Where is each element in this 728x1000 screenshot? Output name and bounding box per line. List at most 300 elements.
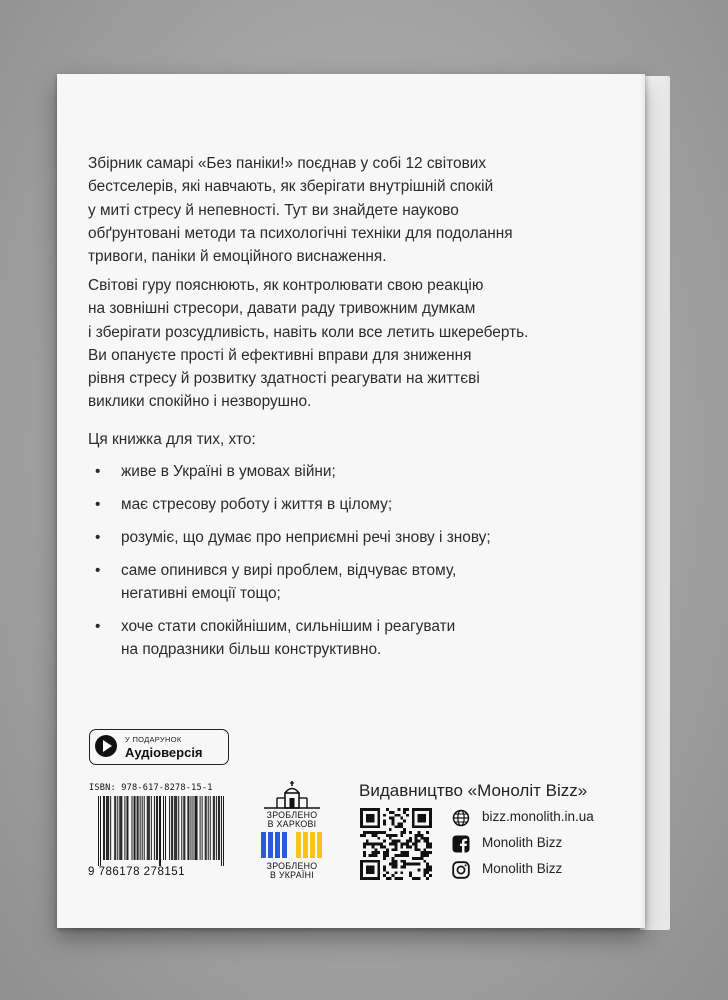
barcode-bar	[138, 796, 139, 860]
bullet-dot: •	[95, 496, 101, 513]
barcode-bar	[193, 796, 194, 860]
audio-badge-caption: У ПОДАРУНОК	[125, 735, 182, 744]
qr-module	[400, 817, 403, 820]
text-line: Збірник самарі «Без паніки!» поєднав у собі 12 світових	[88, 155, 487, 172]
qr-module	[426, 840, 429, 843]
qr-module	[372, 831, 375, 834]
qr-module	[392, 817, 395, 820]
qr-module	[386, 834, 389, 837]
barcode-bar	[114, 796, 115, 860]
isbn-barcode	[98, 796, 224, 866]
ukraine-flag-stripes-icon	[259, 832, 325, 860]
qr-module	[392, 860, 395, 863]
barcode-bar	[202, 796, 203, 860]
qr-module	[426, 837, 429, 840]
text-line: бестселерів, які навчають, як зберігати внутрішній спокій	[88, 178, 494, 196]
qr-module	[406, 840, 409, 843]
barcode-bar	[103, 796, 104, 860]
list-item-text: живе в Україні в умовах війни;	[121, 463, 336, 480]
qr-module	[418, 857, 421, 860]
qr-module	[423, 840, 426, 843]
ukraine-label-line1: ЗРОБЛЕНО	[266, 861, 318, 871]
qr-module	[423, 871, 426, 874]
qr-module	[409, 840, 412, 843]
qr-module	[395, 845, 398, 848]
qr-module	[369, 854, 372, 857]
barcode-bar	[190, 796, 191, 860]
qr-module	[409, 845, 412, 848]
text-line: і зберігати розсудливість, навіть коли все летить шкереберть.	[88, 323, 529, 341]
qr-module	[392, 843, 395, 846]
qr-module	[400, 860, 403, 863]
qr-module	[426, 854, 429, 857]
instagram-icon	[452, 861, 470, 879]
qr-module	[412, 843, 415, 846]
qr-code	[359, 808, 433, 880]
qr-module	[395, 866, 398, 869]
barcode-bar	[188, 796, 189, 860]
barcode-bar	[206, 796, 207, 860]
qr-module	[392, 834, 395, 837]
qr-module	[397, 840, 400, 843]
qr-module	[397, 854, 400, 857]
list-item-text: на подразники більш конструктивно.	[121, 641, 382, 659]
qr-module	[395, 843, 398, 846]
barcode-bar	[216, 796, 217, 860]
barcode-bar	[159, 796, 160, 866]
barcode-bar	[98, 796, 99, 866]
qr-module	[403, 863, 406, 866]
qr-module	[429, 851, 432, 854]
barcode-bar	[126, 796, 127, 860]
qr-module	[406, 843, 409, 846]
qr-module	[392, 848, 395, 851]
barcode-bar	[208, 796, 209, 860]
instagram-text: Monolith Bizz	[482, 861, 563, 876]
qr-module	[395, 871, 398, 874]
qr-module	[386, 877, 389, 880]
qr-module	[392, 840, 395, 843]
qr-module	[403, 808, 406, 811]
qr-module	[400, 831, 403, 834]
ukraine-label-line2: В УКРАЇНІ	[269, 870, 315, 880]
qr-module	[403, 866, 406, 869]
qr-module	[374, 851, 377, 854]
play-icon	[95, 735, 117, 757]
qr-module	[406, 863, 409, 866]
qr-finder-module	[418, 814, 427, 823]
barcode-bar	[135, 796, 136, 860]
qr-module	[415, 863, 418, 866]
qr-module	[406, 851, 409, 854]
qr-module	[418, 840, 421, 843]
qr-module	[363, 851, 366, 854]
qr-module	[397, 808, 400, 811]
qr-module	[383, 814, 386, 817]
qr-module	[418, 848, 421, 851]
facebook-text: Monolith Bizz	[482, 835, 563, 850]
qr-module	[423, 874, 426, 877]
qr-module	[400, 845, 403, 848]
qr-module	[403, 828, 406, 831]
qr-module	[389, 811, 392, 814]
qr-module	[426, 831, 429, 834]
qr-module	[383, 851, 386, 854]
barcode-bar	[184, 796, 185, 860]
qr-module	[395, 834, 398, 837]
qr-module	[418, 863, 421, 866]
qr-module	[415, 848, 418, 851]
barcode-bar	[157, 796, 158, 860]
barcode-bar	[196, 796, 197, 860]
description-paragraph-1	[88, 152, 608, 268]
barcode-bar	[223, 796, 224, 866]
qr-module	[377, 831, 380, 834]
qr-module	[423, 868, 426, 871]
qr-module	[395, 840, 398, 843]
qr-module	[389, 837, 392, 840]
qr-module	[426, 871, 429, 874]
qr-module	[397, 877, 400, 880]
qr-module	[423, 854, 426, 857]
qr-module	[415, 877, 418, 880]
qr-module	[400, 843, 403, 846]
globe-icon	[452, 809, 470, 827]
qr-module	[395, 825, 398, 828]
list-item-text: розуміє, що думає про неприємні речі знову і знову;	[121, 529, 491, 546]
qr-module	[374, 843, 377, 846]
qr-module	[383, 845, 386, 848]
kharkiv-label-line1: ЗРОБЛЕНО	[266, 810, 318, 820]
qr-module	[418, 868, 421, 871]
qr-module	[383, 820, 386, 823]
qr-module	[429, 845, 432, 848]
qr-module	[397, 822, 400, 825]
qr-module	[429, 843, 432, 846]
bullet-dot: •	[95, 618, 101, 635]
qr-module	[403, 860, 406, 863]
barcode-bar	[151, 796, 152, 860]
qr-module	[383, 822, 386, 825]
text-line: виклики спокійно і незворушно.	[88, 393, 312, 411]
barcode-bar	[124, 796, 125, 860]
kharkiv-building-icon	[259, 780, 325, 810]
bullet-dot: •	[95, 562, 101, 579]
barcode-bar	[149, 796, 150, 860]
barcode-bar	[132, 796, 133, 860]
barcode-bar	[147, 796, 148, 860]
qr-module	[426, 851, 429, 854]
qr-module	[400, 851, 403, 854]
audio-badge-title: Аудіоверсія	[125, 745, 203, 760]
barcode-bar	[210, 796, 211, 860]
made-in-kharkiv-mark	[259, 780, 325, 830]
barcode-bar	[144, 796, 145, 860]
qr-module	[426, 866, 429, 869]
qr-module	[383, 831, 386, 834]
barcode-bar	[154, 796, 155, 860]
qr-module	[397, 814, 400, 817]
barcode-bar	[120, 796, 121, 860]
qr-finder-module	[366, 814, 375, 823]
qr-module	[392, 863, 395, 866]
barcode-bar	[106, 796, 107, 860]
barcode-bar	[108, 796, 109, 860]
qr-module	[423, 851, 426, 854]
barcode-bar	[148, 796, 149, 860]
qr-module	[400, 854, 403, 857]
qr-module	[372, 834, 375, 837]
qr-module	[423, 837, 426, 840]
text-line: рівня стресу й розвитку здатності реагувати на життєві	[88, 370, 480, 388]
barcode-bar	[195, 796, 196, 860]
qr-module	[409, 837, 412, 840]
qr-module	[403, 854, 406, 857]
qr-module	[377, 851, 380, 854]
barcode-bar	[104, 796, 105, 860]
qr-module	[383, 857, 386, 860]
qr-module	[392, 857, 395, 860]
qr-module	[403, 851, 406, 854]
qr-module	[420, 837, 423, 840]
qr-module	[426, 863, 429, 866]
barcode-bar	[175, 796, 176, 860]
qr-module	[389, 843, 392, 846]
text-line: обґрунтовані методи та психологічні техніки для подолання	[88, 224, 513, 242]
qr-module	[374, 831, 377, 834]
qr-module	[406, 808, 409, 811]
qr-module	[369, 831, 372, 834]
qr-module	[386, 851, 389, 854]
qr-module	[392, 874, 395, 877]
qr-module	[374, 834, 377, 837]
barcode-bar	[169, 796, 170, 860]
qr-module	[406, 814, 409, 817]
list-item-text: саме опинився у вирі проблем, відчуває втому,	[121, 562, 457, 579]
qr-module	[420, 857, 423, 860]
qr-module	[397, 825, 400, 828]
qr-module	[366, 831, 369, 834]
barcode-bar	[178, 796, 179, 860]
qr-module	[426, 868, 429, 871]
bullet-dot: •	[95, 463, 101, 480]
barcode-bar	[176, 796, 177, 860]
barcode-bar	[183, 796, 184, 860]
qr-module	[366, 840, 369, 843]
qr-module	[366, 843, 369, 846]
qr-module	[412, 863, 415, 866]
barcode-bar	[218, 796, 219, 860]
qr-finder-module	[366, 866, 375, 875]
barcode-bar	[140, 796, 141, 860]
qr-module	[389, 834, 392, 837]
qr-module	[389, 863, 392, 866]
bullet-dot: •	[95, 529, 101, 546]
qr-module	[363, 843, 366, 846]
barcode-bar	[172, 796, 173, 860]
text-line: у миті стресу й непевності. Тут ви знайдете науково	[88, 201, 459, 219]
qr-module	[395, 854, 398, 857]
barcode-bar	[160, 796, 161, 866]
isbn-label: ISBN: 978-617-8278-15-1	[89, 783, 213, 793]
qr-module	[426, 845, 429, 848]
qr-module	[420, 834, 423, 837]
barcode-bar	[165, 796, 166, 860]
qr-module	[380, 831, 383, 834]
qr-module	[418, 831, 421, 834]
barcode-bar	[107, 796, 108, 860]
qr-module	[380, 845, 383, 848]
qr-module	[400, 871, 403, 874]
barcode-bar	[205, 796, 206, 860]
barcode-bar	[171, 796, 172, 860]
qr-module	[383, 840, 386, 843]
qr-module	[386, 808, 389, 811]
qr-module	[415, 857, 418, 860]
barcode-bar	[142, 796, 143, 860]
barcode-bar	[221, 796, 222, 866]
barcode-bar	[214, 796, 215, 860]
qr-module	[426, 843, 429, 846]
qr-module	[415, 845, 418, 848]
qr-module	[406, 845, 409, 848]
qr-module	[400, 822, 403, 825]
barcode-bar	[181, 796, 182, 860]
text-line: Ви опануєте прості й ефективні вправи для зниження	[88, 346, 472, 364]
qr-module	[383, 874, 386, 877]
qr-module	[377, 843, 380, 846]
qr-module	[423, 860, 426, 863]
qr-module	[400, 877, 403, 880]
barcode-bar	[200, 796, 201, 860]
qr-module	[400, 825, 403, 828]
qr-module	[383, 868, 386, 871]
qr-module	[386, 848, 389, 851]
qr-module	[412, 857, 415, 860]
barcode-digits: 9 786178 278151	[88, 866, 186, 878]
qr-module	[415, 837, 418, 840]
qr-module	[409, 871, 412, 874]
qr-module	[395, 814, 398, 817]
audio-version-badge	[89, 729, 229, 765]
publisher-name: Видавництво «Моноліт Bizz»	[359, 781, 588, 800]
qr-module	[406, 854, 409, 857]
barcode-bar	[110, 796, 111, 860]
description-paragraph-2	[88, 274, 608, 414]
qr-module	[400, 834, 403, 837]
qr-module	[389, 817, 392, 820]
qr-module	[418, 834, 421, 837]
barcode-bar	[219, 796, 220, 860]
qr-module	[363, 845, 366, 848]
made-in-ukraine-mark	[259, 832, 325, 882]
qr-module	[383, 854, 386, 857]
qr-module	[418, 877, 421, 880]
kharkiv-label-line2: В ХАРКОВІ	[267, 819, 317, 829]
qr-module	[374, 848, 377, 851]
barcode-bar	[115, 796, 116, 860]
qr-module	[409, 831, 412, 834]
barcode-bar	[187, 796, 188, 860]
qr-module	[395, 860, 398, 863]
barcode-bar	[156, 796, 157, 860]
qr-module	[372, 854, 375, 857]
qr-module	[380, 843, 383, 846]
qr-module	[372, 851, 375, 854]
barcode-bar	[174, 796, 175, 860]
qr-module	[395, 877, 398, 880]
book-back-cover	[57, 74, 645, 928]
barcode-bar	[119, 796, 120, 860]
qr-module	[377, 837, 380, 840]
qr-module	[403, 831, 406, 834]
qr-module	[389, 877, 392, 880]
qr-module	[420, 854, 423, 857]
barcode-bar	[137, 796, 138, 860]
barcode-bar	[100, 796, 101, 866]
text-line: тривоги, паніки й емоційного виснаження.	[88, 248, 387, 266]
list-item-text: має стресову роботу і життя в цілому;	[121, 496, 393, 513]
qr-module	[403, 843, 406, 846]
barcode-bar	[213, 796, 214, 860]
list-item-text: хоче стати спокійнішим, сильнішим і реагувати	[121, 618, 456, 635]
text-line: Ця книжка для тих, хто:	[88, 431, 256, 448]
qr-module	[374, 854, 377, 857]
qr-module	[369, 843, 372, 846]
qr-module	[409, 874, 412, 877]
qr-module	[429, 874, 432, 877]
qr-module	[363, 834, 366, 837]
qr-module	[423, 848, 426, 851]
barcode-bar	[117, 796, 118, 860]
website-text: bizz.monolith.in.ua	[482, 809, 594, 824]
qr-module	[429, 868, 432, 871]
qr-module	[415, 834, 418, 837]
barcode-bar	[134, 796, 135, 860]
qr-module	[360, 834, 363, 837]
qr-module	[412, 877, 415, 880]
qr-module	[426, 877, 429, 880]
barcode-bar	[197, 796, 198, 860]
barcode-bar	[127, 796, 128, 860]
qr-module	[372, 845, 375, 848]
qr-module	[392, 811, 395, 814]
qr-module	[389, 828, 392, 831]
audience-intro	[88, 428, 608, 451]
facebook-icon	[452, 835, 470, 853]
barcode-bar	[121, 796, 122, 860]
qr-module	[363, 854, 366, 857]
qr-module	[415, 843, 418, 846]
qr-module	[386, 854, 389, 857]
qr-module	[392, 820, 395, 823]
qr-module	[392, 822, 395, 825]
qr-module	[386, 871, 389, 874]
qr-module	[400, 866, 403, 869]
barcode-bar	[163, 796, 164, 860]
qr-module	[415, 840, 418, 843]
qr-module	[395, 848, 398, 851]
qr-module	[392, 866, 395, 869]
list-item-text: негативні емоції тощо;	[121, 585, 281, 603]
qr-module	[363, 831, 366, 834]
qr-module	[383, 866, 386, 869]
qr-module	[403, 811, 406, 814]
qr-module	[429, 866, 432, 869]
text-line: на зовнішні стресори, давати раду тривожним думкам	[88, 300, 476, 318]
qr-module	[372, 843, 375, 846]
qr-module	[395, 863, 398, 866]
